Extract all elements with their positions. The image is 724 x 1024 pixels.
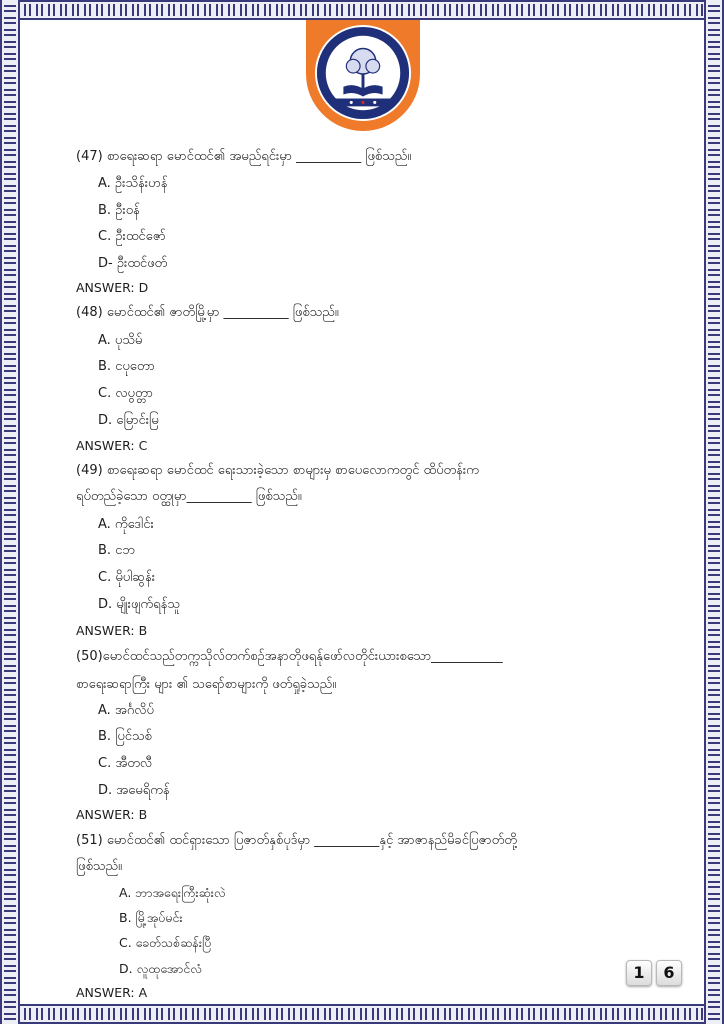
question-50-option-a: A. အင်္ဂလိပ် [98,703,154,718]
question-50-option-d: D. အမေရိကန် [98,783,170,798]
question-47-option-d: D- ဦးထင်ဖတ် [98,256,168,271]
question-49-prompt-line-2: ရပ်တည်ခဲ့သော ဝတ္ထုမှာ__________ ဖြစ်သည်။ [76,489,302,504]
question-49-option-b: B. ငဘ [98,543,135,558]
question-49-answer: ANSWER: B [76,623,148,638]
question-49-option-c: C. မိုပါဆွန်း [98,570,156,585]
question-50-option-b: B. ပြင်သစ် [98,729,152,744]
question-49-option-d: D. မျိုးဖျက်ရန်သူ [98,597,180,612]
question-51-answer: ANSWER: A [76,985,148,1000]
question-50-answer: ANSWER: B [76,807,148,822]
page-number-digit: 1 [626,960,652,986]
question-49-option-a: A. ကိုဒေါင်း [98,517,154,532]
question-47-answer: ANSWER: D [76,280,149,295]
question-47-prompt: (47) စာရေးဆရာ မောင်ထင်၏ အမည်ရင်းမှာ __________ ဖြစ်သည်။ [76,149,412,164]
question-50-prompt-line-1: (50)မောင်ထင်သည်တက္ကသိုလ်တက်စဉ်အနာတိုဖရန်ုဖော်လတိုင်းယားစသော___________ [76,649,503,664]
question-51-prompt-line-1: (51) မောင်ထင်၏ ထင်ရှားသော ပြဇာတ်နှစ်ပုဒ်မှာ __________နှင့် အာဇာနည်မိခင်ပြဇာတ်တို့ [76,833,517,848]
question-51-option-a: A. ဘာအရေးကြီးဆုံးလဲ [119,885,226,900]
question-48-option-c: C. လပွတ္တာ [98,386,153,401]
question-48-option-b: B. ငပုတော [98,359,155,374]
question-51-option-b: B. မြို့အုပ်မင်း [119,910,183,925]
question-47-option-c: C. ဦးထင်ဇော် [98,229,166,244]
question-47-option-a: A. ဦးသိန်းဟန် [98,176,168,191]
question-48-prompt: (48) မောင်ထင်၏ ဇာတိမြို့မှာ __________ ဖြစ်သည်။ [76,305,339,320]
question-48-option-d: D. မြောင်းမြ [98,413,159,428]
question-48-option-a: A. ပုသိမ် [98,333,143,348]
question-49-prompt-line-1: (49) စာရေးဆရာ မောင်ထင် ရေးသားခဲ့သော စာများမှ စာပေလောကတွင် ထိပ်တန်းက [76,463,479,478]
question-51-option-c: C. ခေတ်သစ်ဆန်းပြီ [119,935,212,950]
question-50-prompt-line-2: စာရေးဆရာကြီး များ ၏ သရော်စာများကို ဖတ်ရှုခဲ့သည်။ [76,677,337,692]
question-51-prompt-line-2: ဖြစ်သည်။ [76,859,122,874]
question-50-option-c: C. အီတလီ [98,756,153,771]
page-number [626,960,682,986]
question-47-option-b: B. ဦးဝန် [98,203,140,218]
question-51-option-d: D. လူထုအောင်လံ [119,961,202,976]
page-number-digit: 6 [656,960,682,986]
question-48-answer: ANSWER: C [76,438,148,453]
